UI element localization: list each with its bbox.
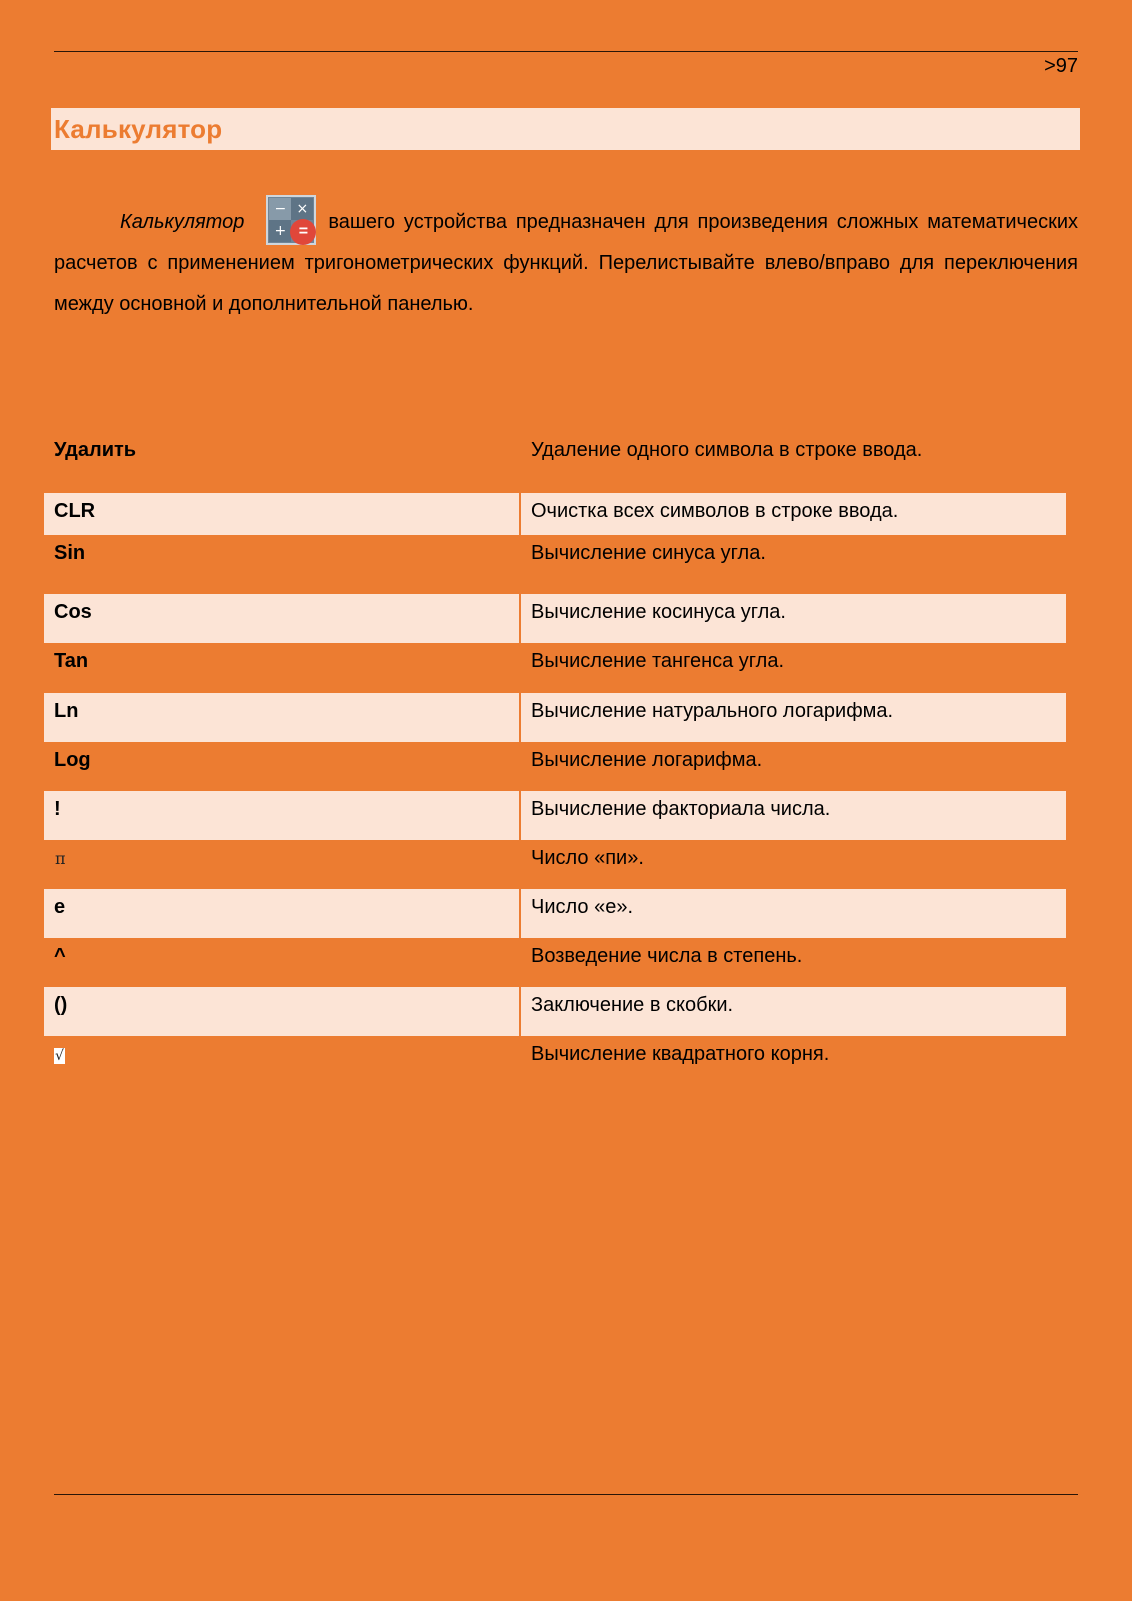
function-description: Возведение числа в степень.	[531, 945, 803, 967]
function-key	[44, 493, 520, 535]
function-key-label: ()	[54, 994, 68, 1016]
function-row	[44, 432, 1066, 493]
function-key-label: Sin	[54, 542, 86, 564]
function-key-label: Log	[54, 749, 91, 771]
function-key-label: Tan	[54, 650, 89, 672]
function-key-label: !	[54, 798, 61, 820]
function-row	[44, 840, 1066, 889]
function-key	[44, 594, 520, 643]
function-key	[44, 742, 520, 791]
function-key-label: Cos	[54, 601, 92, 623]
functions-table	[44, 432, 1066, 1085]
function-key	[44, 889, 520, 938]
function-row	[44, 1036, 1066, 1085]
function-description: Число «пи».	[531, 847, 644, 869]
function-description: Число «е».	[520, 889, 1066, 938]
function-key-label: Ln	[54, 700, 79, 722]
function-description: Вычисление синуса угла.	[531, 542, 766, 564]
function-key	[44, 1036, 520, 1085]
function-key-label: π	[55, 849, 66, 868]
function-row	[44, 493, 1066, 535]
function-key-label: ^	[54, 945, 66, 967]
function-row	[44, 693, 1066, 742]
function-key	[44, 987, 520, 1036]
function-row	[44, 742, 1066, 791]
function-row	[44, 987, 1066, 1036]
function-description: Очистка всех символов в строке ввода.	[520, 493, 1066, 535]
function-key-label: e	[54, 896, 66, 918]
function-key	[44, 791, 520, 840]
function-row	[44, 535, 1066, 594]
page-number: >97	[1044, 55, 1078, 77]
function-key	[44, 432, 520, 493]
function-description: Вычисление факториала числа.	[520, 791, 1066, 840]
function-row	[44, 938, 1066, 987]
intro-text: вашего устройства предназначен для произведения сложных математических расчетов с применением тригонометрических функций. Перелистывайте влево/вправо для переключения между основной и дополнительной панелью.	[54, 211, 1078, 315]
function-row	[44, 889, 1066, 938]
function-row	[44, 594, 1066, 643]
function-description: Заключение в скобки.	[520, 987, 1066, 1036]
footer-rule	[54, 1494, 1078, 1495]
function-description: Вычисление косинуса угла.	[520, 594, 1066, 643]
function-description: Вычисление натурального логарифма.	[520, 693, 1066, 742]
function-row	[44, 791, 1066, 840]
function-key	[44, 938, 520, 987]
function-key-label: Удалить	[54, 439, 137, 461]
function-description: Вычисление логарифма.	[531, 749, 763, 771]
function-description: Вычисление квадратного корня.	[531, 1043, 830, 1065]
function-description: Удаление одного символа в строке ввода.	[531, 439, 923, 461]
calculator-app-icon: − × + =	[266, 195, 316, 245]
function-key	[44, 840, 520, 889]
intro-paragraph	[54, 202, 1078, 325]
section-title-bar	[51, 108, 1080, 150]
function-row	[44, 643, 1066, 693]
function-description: Вычисление тангенса угла.	[531, 650, 785, 672]
function-key-label: CLR	[54, 500, 96, 522]
function-key	[44, 535, 520, 594]
header-rule	[54, 51, 1078, 52]
section-title: Калькулятор	[54, 113, 223, 144]
function-key	[44, 643, 520, 693]
function-key	[44, 693, 520, 742]
intro-app-name: Калькулятор	[120, 211, 245, 233]
function-key-label: √	[55, 1048, 64, 1064]
